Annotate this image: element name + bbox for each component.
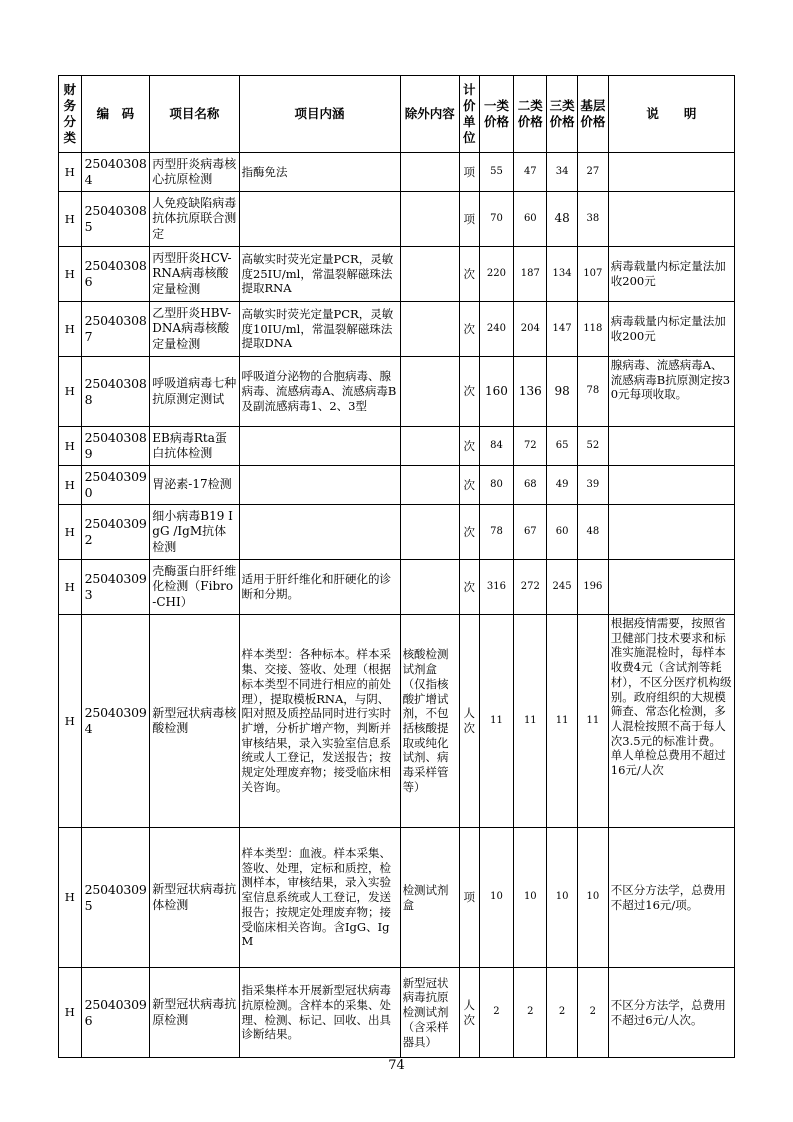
cell-name: 呼吸道病毒七种抗原测定测试 (150, 357, 239, 427)
cell-code: 250403095 (81, 828, 150, 968)
cell-price3: 49 (547, 466, 578, 505)
cell-note (608, 153, 734, 192)
table-row (59, 192, 735, 247)
header-unit: 计价单位 (460, 76, 479, 153)
cell-price4: 196 (577, 560, 608, 615)
table-row (59, 560, 735, 615)
cell-name: 壳酶蛋白肝纤维化检测（Fibro-CHI） (150, 560, 239, 615)
cell-excluded (400, 427, 459, 466)
cell-price1: 55 (479, 153, 514, 192)
cell-note (608, 427, 734, 466)
cell-name: 人免疫缺陷病毒抗体抗原联合测定 (150, 192, 239, 247)
cell-price3: 245 (547, 560, 578, 615)
cell-excluded (400, 247, 459, 302)
cell-price1: 78 (479, 505, 514, 560)
cell-name: EB病毒Rta蛋白抗体检测 (150, 427, 239, 466)
header-code: 编 码 (81, 76, 150, 153)
cell-category: H (59, 357, 82, 427)
cell-price3: 98 (547, 357, 578, 427)
cell-excluded: 核酸检测试剂盒（仅指核酸扩增试剂，不包括核酸提取或纯化试剂、病毒采样管等） (400, 615, 459, 828)
cell-content: 高敏实时荧光定量PCR，灵敏度10IU/ml，常温裂解磁珠法提取DNA (239, 302, 400, 357)
cell-price2: 10 (514, 828, 547, 968)
cell-category: H (59, 247, 82, 302)
cell-excluded (400, 505, 459, 560)
cell-price3: 134 (547, 247, 578, 302)
cell-excluded: 检测试剂盒 (400, 828, 459, 968)
header-excluded: 除外内容 (400, 76, 459, 153)
table-row (59, 615, 735, 828)
cell-code: 250403096 (81, 968, 150, 1058)
cell-category: H (59, 828, 82, 968)
price-table (58, 75, 735, 1058)
cell-category: H (59, 302, 82, 357)
table-row (59, 357, 735, 427)
cell-price2: 136 (514, 357, 547, 427)
cell-content (239, 192, 400, 247)
cell-price1: 70 (479, 192, 514, 247)
header-price1: 一类价格 (479, 76, 514, 153)
cell-price2: 67 (514, 505, 547, 560)
cell-code: 250403094 (81, 615, 150, 828)
cell-price1: 10 (479, 828, 514, 968)
cell-unit: 项 (460, 828, 479, 968)
cell-price2: 72 (514, 427, 547, 466)
cell-code: 250403087 (81, 302, 150, 357)
header-price4: 基层价格 (577, 76, 608, 153)
cell-price3: 11 (547, 615, 578, 828)
cell-excluded (400, 466, 459, 505)
cell-price3: 60 (547, 505, 578, 560)
cell-unit: 次 (460, 505, 479, 560)
cell-unit: 次 (460, 560, 479, 615)
header-content: 项目内涵 (239, 76, 400, 153)
header-price2: 二类价格 (514, 76, 547, 153)
cell-price3: 34 (547, 153, 578, 192)
cell-price1: 220 (479, 247, 514, 302)
table-row (59, 247, 735, 302)
header-category: 财务分类 (59, 76, 82, 153)
cell-content (239, 427, 400, 466)
cell-note (608, 192, 734, 247)
cell-content (239, 466, 400, 505)
cell-name: 丙型肝炎HCV-RNA病毒核酸定量检测 (150, 247, 239, 302)
cell-price4: 118 (577, 302, 608, 357)
table-row (59, 466, 735, 505)
cell-unit: 项 (460, 153, 479, 192)
cell-content: 呼吸道分泌物的合胞病毒、腺病毒、流感病毒A、流感病毒B及副流感病毒1、2、3型 (239, 357, 400, 427)
cell-unit: 次 (460, 357, 479, 427)
cell-excluded (400, 153, 459, 192)
cell-category: H (59, 427, 82, 466)
cell-note: 病毒载量内标定量法加收200元 (608, 247, 734, 302)
cell-name: 细小病毒B19 IgG /IgM抗体检测 (150, 505, 239, 560)
cell-name: 丙型肝炎病毒核心抗原检测 (150, 153, 239, 192)
cell-excluded (400, 560, 459, 615)
cell-content: 指酶免法 (239, 153, 400, 192)
cell-price3: 65 (547, 427, 578, 466)
cell-price1: 2 (479, 968, 514, 1058)
header-row (59, 76, 735, 153)
cell-unit: 次 (460, 427, 479, 466)
cell-price2: 60 (514, 192, 547, 247)
cell-price2: 2 (514, 968, 547, 1058)
cell-unit: 人次 (460, 615, 479, 828)
cell-code: 250403089 (81, 427, 150, 466)
cell-content: 样本类型：各种标本。样本采集、交接、签收、处理（根据标本类型不同进行相应的前处理），提取模板RNA，与阴、阳对照及质控品同时进行实时扩增，分析扩增产物，判断并审核结果，录入实验室信息系统或人工登记，发送报告；按规定处理废弃物；接受临床相关咨询。 (239, 615, 400, 828)
table-row (59, 828, 735, 968)
cell-excluded (400, 302, 459, 357)
cell-price1: 160 (479, 357, 514, 427)
page-number: 74 (388, 1058, 405, 1073)
cell-code: 250403092 (81, 505, 150, 560)
cell-price2: 68 (514, 466, 547, 505)
cell-unit: 次 (460, 466, 479, 505)
table-row (59, 427, 735, 466)
cell-price4: 27 (577, 153, 608, 192)
cell-category: H (59, 968, 82, 1058)
cell-note (608, 466, 734, 505)
cell-note (608, 560, 734, 615)
cell-price4: 38 (577, 192, 608, 247)
table-row (59, 968, 735, 1058)
cell-category: H (59, 153, 82, 192)
cell-category: H (59, 560, 82, 615)
cell-price4: 2 (577, 968, 608, 1058)
cell-unit: 次 (460, 247, 479, 302)
cell-content: 高敏实时荧光定量PCR，灵敏度25IU/ml，常温裂解磁珠法提取RNA (239, 247, 400, 302)
cell-price1: 316 (479, 560, 514, 615)
cell-note: 不区分方法学，总费用不超过16元/项。 (608, 828, 734, 968)
table-row (59, 153, 735, 192)
cell-excluded (400, 192, 459, 247)
cell-name: 乙型肝炎HBV-DNA病毒核酸定量检测 (150, 302, 239, 357)
cell-price4: 10 (577, 828, 608, 968)
cell-category: H (59, 192, 82, 247)
cell-excluded (400, 357, 459, 427)
cell-note: 腺病毒、流感病毒A、流感病毒B抗原测定按30元每项收取。 (608, 357, 734, 427)
cell-name: 新型冠状病毒抗原检测 (150, 968, 239, 1058)
cell-content: 适用于肝纤维化和肝硬化的诊断和分期。 (239, 560, 400, 615)
cell-note (608, 505, 734, 560)
cell-price3: 10 (547, 828, 578, 968)
cell-code: 250403090 (81, 466, 150, 505)
cell-price2: 11 (514, 615, 547, 828)
cell-category: H (59, 466, 82, 505)
cell-category: H (59, 505, 82, 560)
cell-price4: 52 (577, 427, 608, 466)
header-price3: 三类价格 (547, 76, 578, 153)
cell-note: 根据疫情需要，按照省卫健部门技术要求和标准实施混检时，每样本收费4元（含试剂等耗材），不区分医疗机构级别。政府组织的大规模筛查、常态化检测，多人混检按照不高于每人次3.5元的标准计费。单人单检总费用不超过16元/人次 (608, 615, 734, 828)
cell-code: 250403093 (81, 560, 150, 615)
cell-unit: 次 (460, 302, 479, 357)
cell-price3: 147 (547, 302, 578, 357)
cell-code: 250403085 (81, 192, 150, 247)
cell-price1: 240 (479, 302, 514, 357)
cell-price2: 204 (514, 302, 547, 357)
cell-code: 250403088 (81, 357, 150, 427)
cell-note: 病毒载量内标定量法加收200元 (608, 302, 734, 357)
cell-price4: 39 (577, 466, 608, 505)
cell-price1: 80 (479, 466, 514, 505)
cell-price2: 272 (514, 560, 547, 615)
cell-price1: 11 (479, 615, 514, 828)
cell-price2: 187 (514, 247, 547, 302)
cell-note: 不区分方法学，总费用不超过6元/人次。 (608, 968, 734, 1058)
cell-code: 250403084 (81, 153, 150, 192)
table-row (59, 505, 735, 560)
cell-code: 250403086 (81, 247, 150, 302)
cell-content: 样本类型：血液。样本采集、签收、处理，定标和质控，检测样本，审核结果，录入实验室信息系统或人工登记，发送报告；按规定处理废弃物；接受临床相关咨询。含IgG、IgM (239, 828, 400, 968)
cell-content: 指采集样本开展新型冠状病毒抗原检测。含样本的采集、处理、检测、标记、回收、出具诊断结果。 (239, 968, 400, 1058)
cell-unit: 项 (460, 192, 479, 247)
cell-name: 胃泌素-17检测 (150, 466, 239, 505)
cell-price4: 78 (577, 357, 608, 427)
cell-price4: 11 (577, 615, 608, 828)
header-note: 说 明 (608, 76, 734, 153)
cell-category: H (59, 615, 82, 828)
cell-name: 新型冠状病毒核酸检测 (150, 615, 239, 828)
cell-content (239, 505, 400, 560)
cell-name: 新型冠状病毒抗体检测 (150, 828, 239, 968)
cell-price4: 48 (577, 505, 608, 560)
cell-price2: 47 (514, 153, 547, 192)
cell-price3: 2 (547, 968, 578, 1058)
cell-unit: 人次 (460, 968, 479, 1058)
header-name: 项目名称 (150, 76, 239, 153)
cell-price1: 84 (479, 427, 514, 466)
table-row (59, 302, 735, 357)
cell-excluded: 新型冠状病毒抗原检测试剂（含采样器具） (400, 968, 459, 1058)
cell-price4: 107 (577, 247, 608, 302)
cell-price3: 48 (547, 192, 578, 247)
